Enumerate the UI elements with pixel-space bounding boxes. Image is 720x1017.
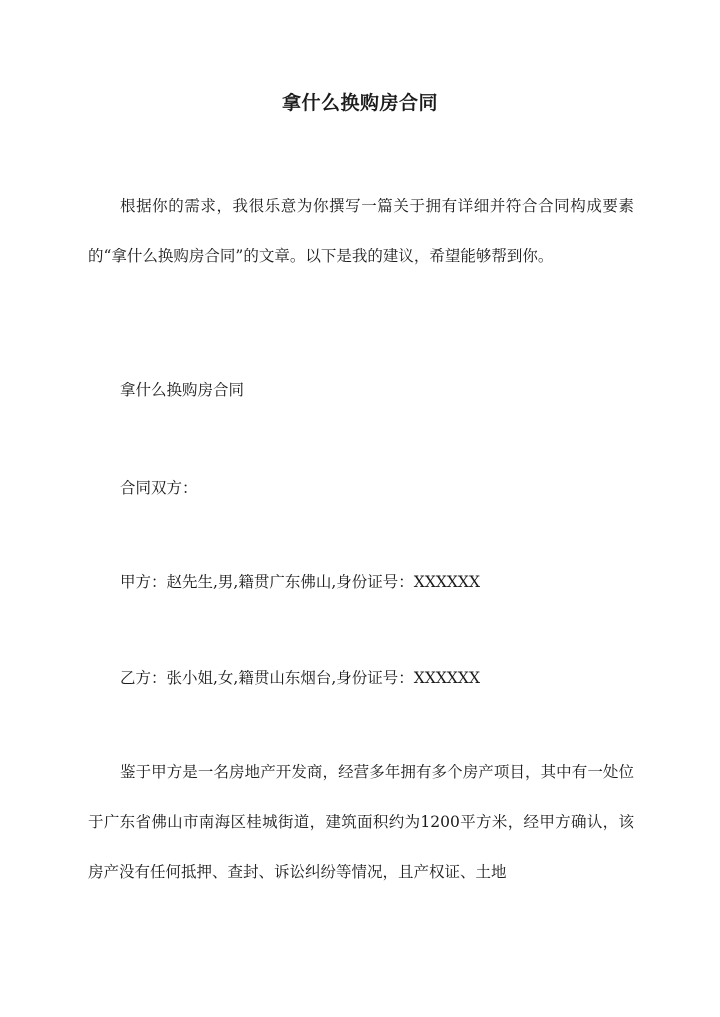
document-title: 拿什么换购房合同 [281, 92, 438, 114]
party-a-line: 甲方：赵先生,男,籍贯广东佛山,身份证号：XXXXXX [120, 573, 480, 591]
parties-heading: 合同双方： [120, 479, 198, 497]
body-paragraph: 鉴于甲方是一名房地产开发商，经营多年拥有多个房产项目，其中有一处位于广东省佛山市南海区桂城街道，建筑面积约为1200平方米，经甲方确认，该房产没有任何抵押、查封、诉讼纠纷等情况，且产权证、土地 [88, 763, 634, 881]
contract-subtitle: 拿什么换购房合同 [120, 381, 245, 399]
intro-paragraph: 根据你的需求，我很乐意为你撰写一篇关于拥有详细并符合合同构成要素的“拿什么换购房合同”的文章。以下是我的建议，希望能够帮到你。 [88, 197, 634, 265]
party-b-line: 乙方：张小姐,女,籍贯山东烟台,身份证号：XXXXXX [120, 669, 480, 687]
